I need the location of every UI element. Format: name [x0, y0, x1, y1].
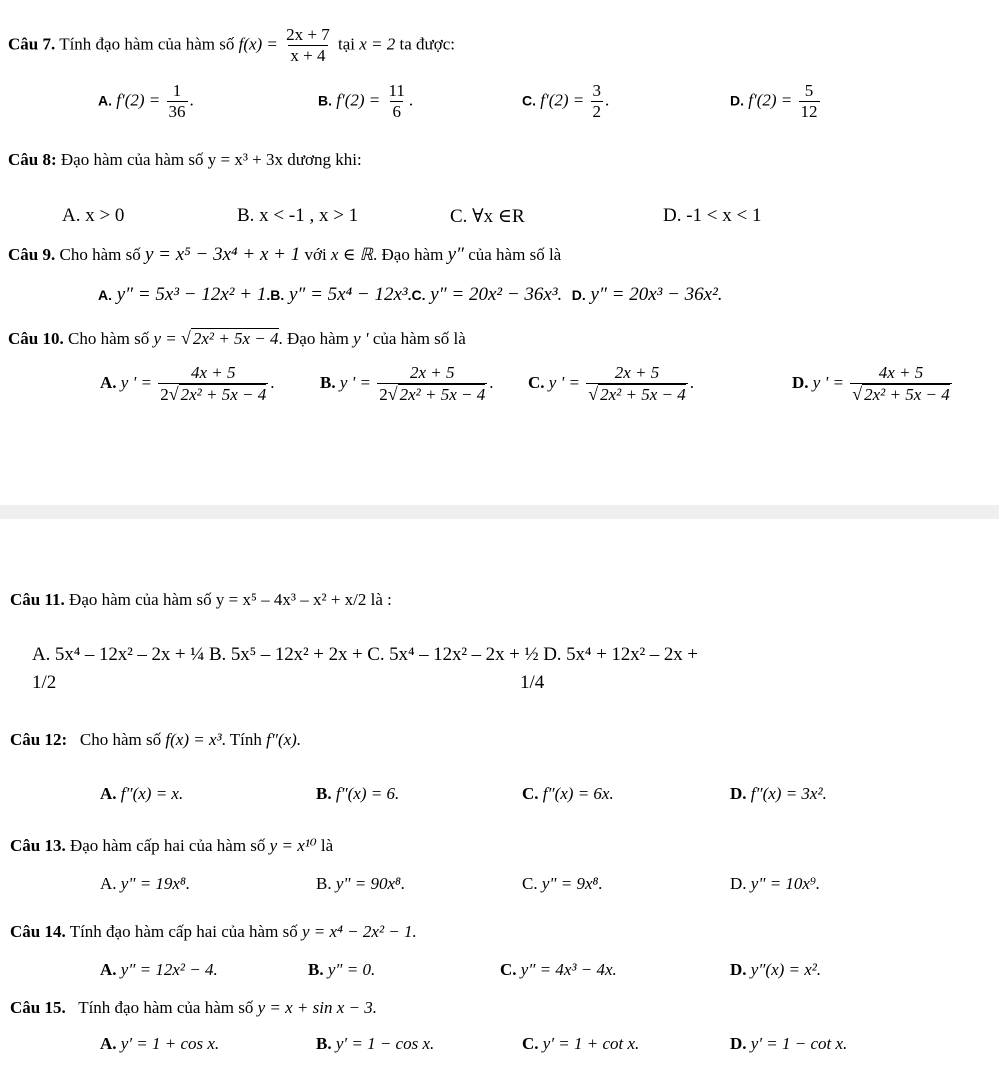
- q13-option-d-label: D.: [730, 874, 747, 893]
- q8-option-c[interactable]: C. ∀x ∈R: [450, 206, 525, 227]
- q14-text: Tính đạo hàm cấp hai của hàm số: [69, 922, 298, 941]
- q12-text: Cho hàm số: [79, 730, 162, 749]
- q14-option-b-expr: y″ = 0.: [327, 960, 376, 979]
- q7-option-c-lhs: f′(2) =: [540, 90, 585, 110]
- q14-option-a-label: A.: [100, 960, 117, 979]
- q12-option-c-label: C.: [522, 784, 539, 803]
- question-13: [10, 836, 333, 856]
- q15-option-c-label: C.: [522, 1034, 539, 1053]
- q12-option-b-label: B.: [316, 784, 332, 803]
- question-14: [10, 922, 417, 942]
- question-7: [8, 26, 455, 65]
- q7-text: Tính đạo hàm của hàm số: [59, 34, 235, 54]
- q9-option-c[interactable]: [408, 284, 563, 305]
- q10-option-a-rad: 2x² + 5x − 4: [180, 384, 267, 404]
- q10-option-c-rad: 2x² + 5x − 4: [600, 384, 686, 404]
- q14-option-b[interactable]: [308, 960, 375, 980]
- q15-option-b-label: B.: [316, 1034, 332, 1053]
- q12-target: f″(x).: [266, 730, 302, 749]
- q10-option-d-den: [850, 383, 952, 405]
- q10-tail: . Đạo hàm: [278, 329, 349, 348]
- q10-option-a-fraction: [158, 364, 268, 404]
- q10-option-b-rad: 2x² + 5x − 4: [399, 384, 486, 404]
- q10-option-d-fraction: [850, 364, 952, 404]
- q13-text: Đạo hàm cấp hai của hàm số: [69, 836, 266, 855]
- q9-option-a-label: A.: [98, 287, 112, 303]
- q12-tail: . Tính: [221, 730, 262, 749]
- q15-option-a[interactable]: [100, 1034, 219, 1054]
- q7-option-d-fraction: [799, 82, 820, 121]
- q9-option-c-expr: y″ = 20x² − 36x³.: [430, 284, 563, 305]
- q10-option-a-num: 4x + 5: [190, 363, 236, 382]
- q7-option-a-num: 1: [172, 81, 182, 100]
- q13-option-a-label: A.: [100, 874, 117, 893]
- q7-option-b[interactable]: [318, 82, 413, 121]
- q10-option-a-end: .: [270, 373, 275, 393]
- q13-option-c[interactable]: [522, 874, 603, 894]
- q15-func: y = x + sin x − 3.: [257, 998, 377, 1017]
- q7-option-c-end: .: [605, 90, 610, 110]
- q10-option-c-fraction: [586, 364, 688, 404]
- q13-option-d-expr: y" = 10x⁹.: [750, 874, 821, 893]
- q13-option-b-expr: y" = 90x⁸.: [335, 874, 406, 893]
- q10-option-d-rad: 2x² + 5x − 4: [864, 384, 950, 404]
- q10-option-b-label: B.: [320, 373, 336, 393]
- sqrt-icon: √: [588, 383, 599, 404]
- q9-option-b-expr: y″ = 5x⁴ − 12x³: [288, 284, 408, 305]
- q10-option-c-label: C.: [528, 373, 545, 393]
- q7-numerator: 2x + 7: [286, 25, 330, 44]
- question-12: [10, 730, 301, 750]
- q8-option-b[interactable]: B. x < -1 , x > 1: [237, 205, 359, 226]
- q14-option-c-expr: y″ = 4x³ − 4x.: [520, 960, 617, 979]
- q14-option-d-label: D.: [730, 960, 747, 979]
- q15-option-c-expr: y′ = 1 + cot x.: [542, 1034, 640, 1053]
- page-separator: [0, 505, 999, 519]
- q13-title: Câu 13.: [10, 836, 66, 855]
- q7-option-a-fraction: [167, 82, 188, 121]
- q11-text: Đạo hàm của hàm số: [69, 590, 212, 609]
- q7-option-c-fraction: [591, 82, 604, 121]
- q11-tail: là :: [370, 590, 392, 609]
- q7-option-d-label: D.: [730, 92, 744, 109]
- q10-option-b-num: 2x + 5: [410, 363, 455, 382]
- q10-option-a-coef: 2: [160, 384, 169, 404]
- q10-option-b-coef: 2: [379, 384, 388, 404]
- q9-option-d[interactable]: [572, 284, 723, 305]
- q8-text: Đạo hàm của hàm số: [60, 150, 204, 169]
- q9-options-line: [98, 284, 723, 306]
- q10-text: Cho hàm số: [67, 329, 150, 348]
- q10-option-d-label: D.: [792, 373, 809, 393]
- q7-option-d-num: 5: [804, 81, 814, 100]
- q9-tail: . Đạo hàm: [373, 245, 444, 264]
- q9-tail2: của hàm số là: [468, 245, 562, 264]
- q15-option-d-label: D.: [730, 1034, 747, 1053]
- q14-option-d[interactable]: [730, 960, 821, 980]
- q8-tail: dương khi:: [287, 150, 362, 169]
- q9-text: Cho hàm số: [59, 245, 141, 264]
- q15-option-d-expr: y′ = 1 − cot x.: [750, 1034, 848, 1053]
- q12-title: Câu 12:: [10, 730, 68, 749]
- q7-denominator: x + 4: [290, 45, 326, 65]
- question-9: [8, 244, 561, 266]
- q10-option-b-end: .: [489, 373, 494, 393]
- q7-option-b-fraction: [387, 82, 407, 121]
- question-10: [8, 328, 466, 349]
- q10-option-c-end: .: [689, 373, 694, 393]
- q7-option-c-num: 3: [592, 81, 601, 100]
- q12-option-b[interactable]: [316, 784, 399, 804]
- q7-option-d-lhs: f′(2) =: [748, 90, 793, 110]
- q13-option-c-expr: y" = 9x⁸.: [541, 874, 603, 893]
- q8-option-a[interactable]: A. x > 0: [62, 205, 125, 226]
- q7-option-a-lhs: f′(2) =: [116, 90, 161, 110]
- q10-option-c-num: 2x + 5: [614, 363, 660, 382]
- q12-option-c-expr: f″(x) = 6x.: [542, 784, 614, 803]
- question-11: [10, 590, 392, 610]
- q9-option-c-label: .C.: [407, 287, 426, 303]
- q7-option-a-den: 36: [168, 101, 186, 121]
- q10-func-rad: 2x² + 5x − 4: [192, 329, 279, 348]
- q10-option-b-lhs: y ' =: [339, 373, 371, 393]
- q12-func: f(x) = x³: [165, 730, 222, 749]
- q9-title: Câu 9.: [8, 245, 56, 264]
- q12-option-a[interactable]: [100, 784, 183, 804]
- q10-option-c[interactable]: [528, 364, 694, 404]
- q12-option-d-label: D.: [730, 784, 747, 803]
- q12-option-a-expr: f″(x) = x.: [120, 784, 184, 803]
- q12-option-a-label: A.: [100, 784, 117, 803]
- q13-option-b-label: B.: [316, 874, 332, 893]
- q10-option-b[interactable]: [320, 364, 494, 404]
- q11-option-a-cont: 1/2: [32, 672, 57, 693]
- q10-yp: y ': [353, 329, 369, 348]
- q8-title: Câu 8:: [8, 150, 57, 169]
- question-8: [8, 150, 362, 170]
- q10-option-a-label: A.: [100, 373, 117, 393]
- q7-f-lhs: f(x) =: [238, 34, 278, 54]
- q7-option-a-label: A.: [98, 92, 112, 109]
- q10-option-d[interactable]: [792, 364, 954, 404]
- q15-option-d[interactable]: [730, 1034, 847, 1054]
- q7-option-c-den: 2: [592, 101, 601, 121]
- q9-func: y = x⁵ − 3x⁴ + x + 1: [144, 244, 301, 265]
- q7-option-d-den: 12: [800, 101, 818, 121]
- q7-option-b-den: 6: [392, 101, 401, 121]
- q14-title: Câu 14.: [10, 922, 66, 941]
- q13-option-c-label: C.: [522, 874, 538, 893]
- q15-title: Câu 15.: [10, 998, 66, 1017]
- q9-domain: x ∈ ℝ: [330, 245, 374, 264]
- q14-option-a[interactable]: [100, 960, 218, 980]
- q10-option-d-lhs: y ' =: [812, 373, 844, 393]
- q15-option-c[interactable]: [522, 1034, 639, 1054]
- q9-ypp: y″: [447, 244, 464, 265]
- q8-option-d[interactable]: D. -1 < x < 1: [663, 205, 762, 226]
- q10-tail2: của hàm số là: [372, 329, 466, 348]
- q10-option-a[interactable]: [100, 364, 274, 404]
- sqrt-icon: √: [168, 383, 179, 404]
- q15-option-b[interactable]: [316, 1034, 434, 1054]
- q7-x-eq: x = 2: [359, 34, 396, 54]
- q12-option-d[interactable]: [730, 784, 827, 804]
- q7-option-b-num: 11: [388, 81, 405, 100]
- q7-option-b-end: .: [408, 90, 414, 110]
- q10-option-d-num: 4x + 5: [878, 363, 924, 382]
- q7-option-c-label: C.: [522, 92, 536, 109]
- q9-option-a[interactable]: [98, 284, 266, 305]
- q15-option-a-expr: y′ = 1 + cos x.: [120, 1034, 220, 1053]
- q10-option-c-den: [586, 383, 688, 405]
- q10-option-b-fraction: [377, 364, 487, 404]
- q7-option-a-end: .: [189, 90, 194, 110]
- q11-options-line[interactable]: A. 5x⁴ – 12x² – 2x + ¼ B. 5x⁵ – 12x² + 2x + C. 5x⁴ – 12x² – 2x + ½ D. 5x⁴ + 12x² – 2x +: [32, 644, 698, 665]
- q10-option-c-lhs: y ' =: [548, 373, 580, 393]
- q9-option-d-label: D.: [571, 287, 586, 303]
- q13-option-b[interactable]: [316, 874, 405, 894]
- q13-option-a-expr: y" = 19x⁸.: [120, 874, 191, 893]
- q13-func: y = x¹⁰: [269, 836, 317, 855]
- q13-option-d[interactable]: [730, 874, 820, 894]
- q7-at: tại: [338, 34, 355, 54]
- q12-option-c[interactable]: [522, 784, 614, 804]
- q9-with: với: [304, 245, 327, 264]
- q10-option-a-lhs: y ' =: [120, 373, 152, 393]
- q7-option-d[interactable]: [730, 82, 822, 121]
- q14-option-c[interactable]: [500, 960, 617, 980]
- q12-option-d-expr: f″(x) = 3x².: [750, 784, 827, 803]
- q7-tail: ta được:: [399, 34, 456, 54]
- q15-text: Tính đạo hàm của hàm số: [78, 998, 254, 1017]
- q14-option-d-expr: y″(x) = x².: [750, 960, 822, 979]
- sqrt-icon: √: [387, 383, 398, 404]
- question-15: [10, 998, 377, 1018]
- q7-option-b-label: B.: [318, 92, 332, 109]
- sqrt-icon: √: [852, 383, 863, 404]
- q7-option-b-lhs: f′(2) =: [336, 90, 381, 110]
- q11-func: y = x⁵ – 4x³ – x² + x/2: [215, 590, 367, 609]
- q10-func-lhs: y =: [153, 329, 177, 348]
- q12-option-b-expr: f″(x) = 6.: [335, 784, 400, 803]
- q15-option-b-expr: y′ = 1 − cos x.: [335, 1034, 435, 1053]
- q7-title: Câu 7.: [8, 34, 56, 54]
- q10-option-b-den: [377, 383, 487, 405]
- q7-option-a[interactable]: [98, 82, 194, 121]
- q10-title: Câu 10.: [8, 329, 64, 348]
- q10-option-a-den: [158, 383, 268, 405]
- q14-option-a-expr: y″ = 12x² − 4.: [120, 960, 218, 979]
- q9-option-d-expr: y″ = 20x³ − 36x².: [590, 284, 723, 305]
- q13-option-a[interactable]: [100, 874, 190, 894]
- q9-option-b-label: .B.: [266, 287, 285, 303]
- q14-option-b-label: B.: [308, 960, 324, 979]
- sqrt-icon: √: [181, 328, 191, 348]
- q14-option-c-label: C.: [500, 960, 517, 979]
- q9-option-b[interactable]: [266, 284, 407, 305]
- q13-tail: là: [320, 836, 334, 855]
- q7-fraction: [284, 26, 332, 65]
- q11-title: Câu 11.: [10, 590, 65, 609]
- q14-func: y = x⁴ − 2x² − 1.: [301, 922, 417, 941]
- q15-option-a-label: A.: [100, 1034, 117, 1053]
- q9-option-a-expr: y″ = 5x³ − 12x² + 1: [116, 284, 267, 305]
- q7-option-c[interactable]: [522, 82, 609, 121]
- q8-func: y = x³ + 3x: [207, 150, 284, 169]
- q11-option-c-cont: 1/4: [520, 672, 545, 693]
